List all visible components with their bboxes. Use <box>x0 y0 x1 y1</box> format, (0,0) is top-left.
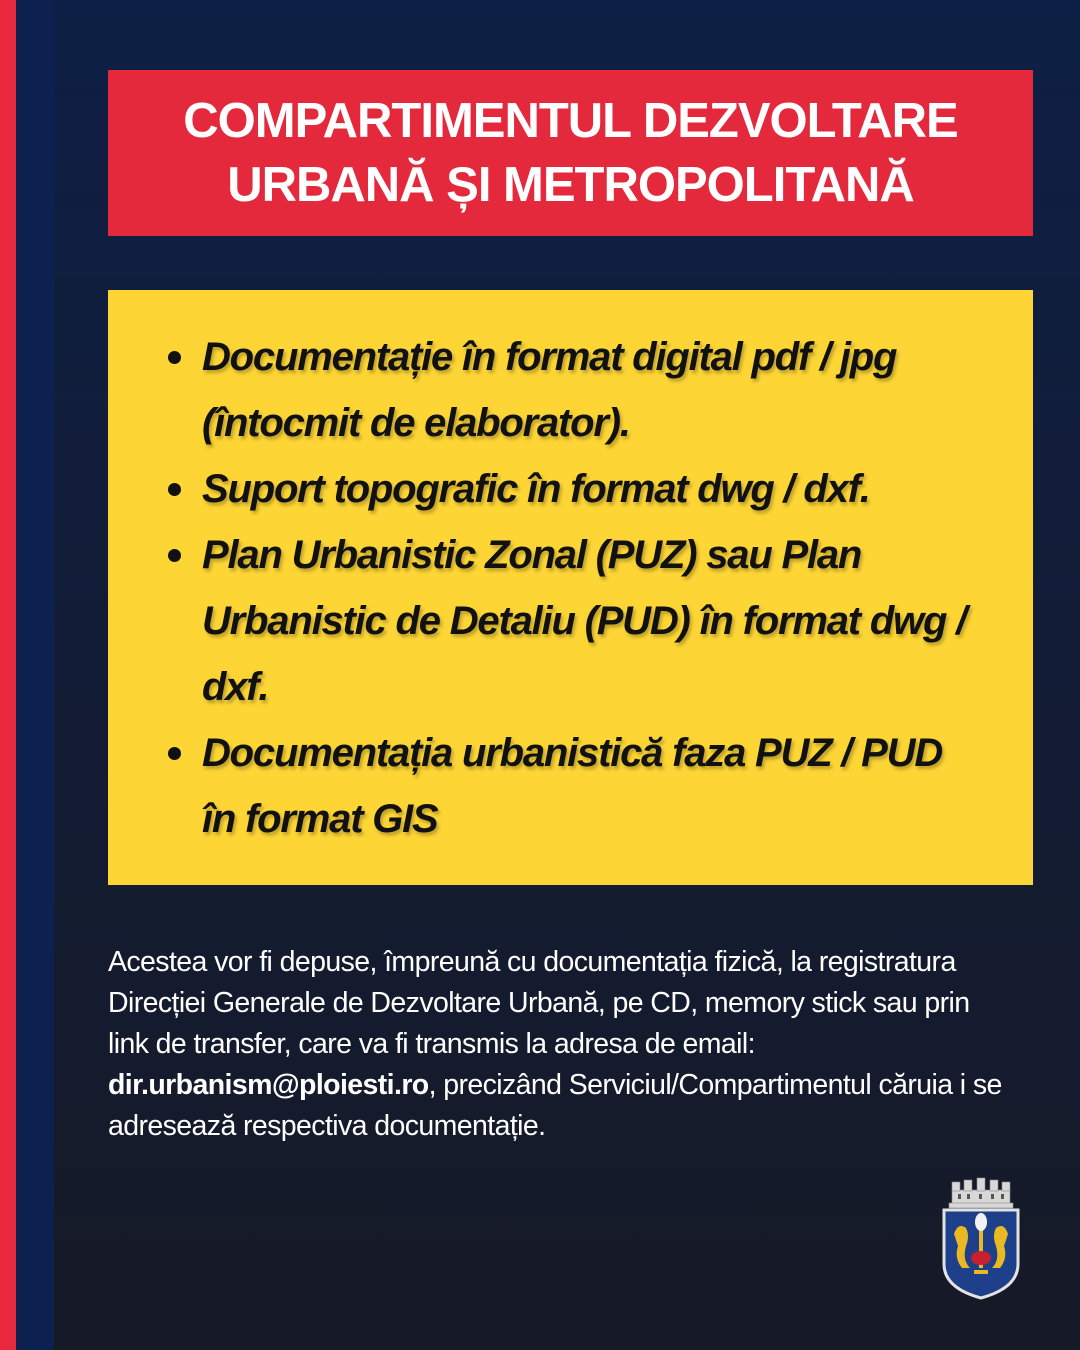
requirements-panel <box>108 290 1033 885</box>
info-text: Acestea vor fi depuse, împreună cu documentația fizică, la registratura Direcției Generale de Dezvoltare Urbană, pe CD, memory stick sau prin link de transfer, care va fi transmis la adresa de email: <box>108 946 970 1060</box>
email-link[interactable]: dir.urbanism@ploiesti.ro <box>108 1069 429 1101</box>
requirement-item <box>168 522 982 720</box>
bullet-icon <box>168 747 181 760</box>
bullet-icon <box>168 549 181 562</box>
title-line-1: COMPARTIMENTUL DEZVOLTARE <box>183 94 958 148</box>
left-red-stripe <box>0 0 16 1350</box>
bullet-icon <box>168 483 181 496</box>
requirement-text: Documentație în format digital pdf / jpg (întocmit de elaborator). <box>202 335 897 445</box>
title-banner <box>108 70 1033 236</box>
requirement-item <box>168 456 993 522</box>
requirement-text: Plan Urbanistic Zonal (PUZ) sau Plan Urbanistic de Detaliu (PUD) în format dwg / dxf. <box>202 533 967 709</box>
requirement-item <box>168 324 962 456</box>
left-navy-stripe <box>16 0 54 1350</box>
requirements-list <box>168 324 993 852</box>
requirement-text: Documentația urbanistică faza PUZ / PUD în format GIS <box>202 731 943 841</box>
title-line-2: URBANĂ ȘI METROPOLITANĂ <box>227 158 914 212</box>
coat-of-arms-icon <box>940 1176 1022 1300</box>
requirement-item <box>168 720 982 852</box>
bullet-icon <box>168 351 181 364</box>
info-text-end: , precizând Serviciul/Compartimentul căruia i se adresează respectiva documentație. <box>108 1069 1002 1142</box>
submission-info <box>108 942 1008 1147</box>
requirement-text: Suport topografic în format dwg / dxf. <box>202 467 870 511</box>
